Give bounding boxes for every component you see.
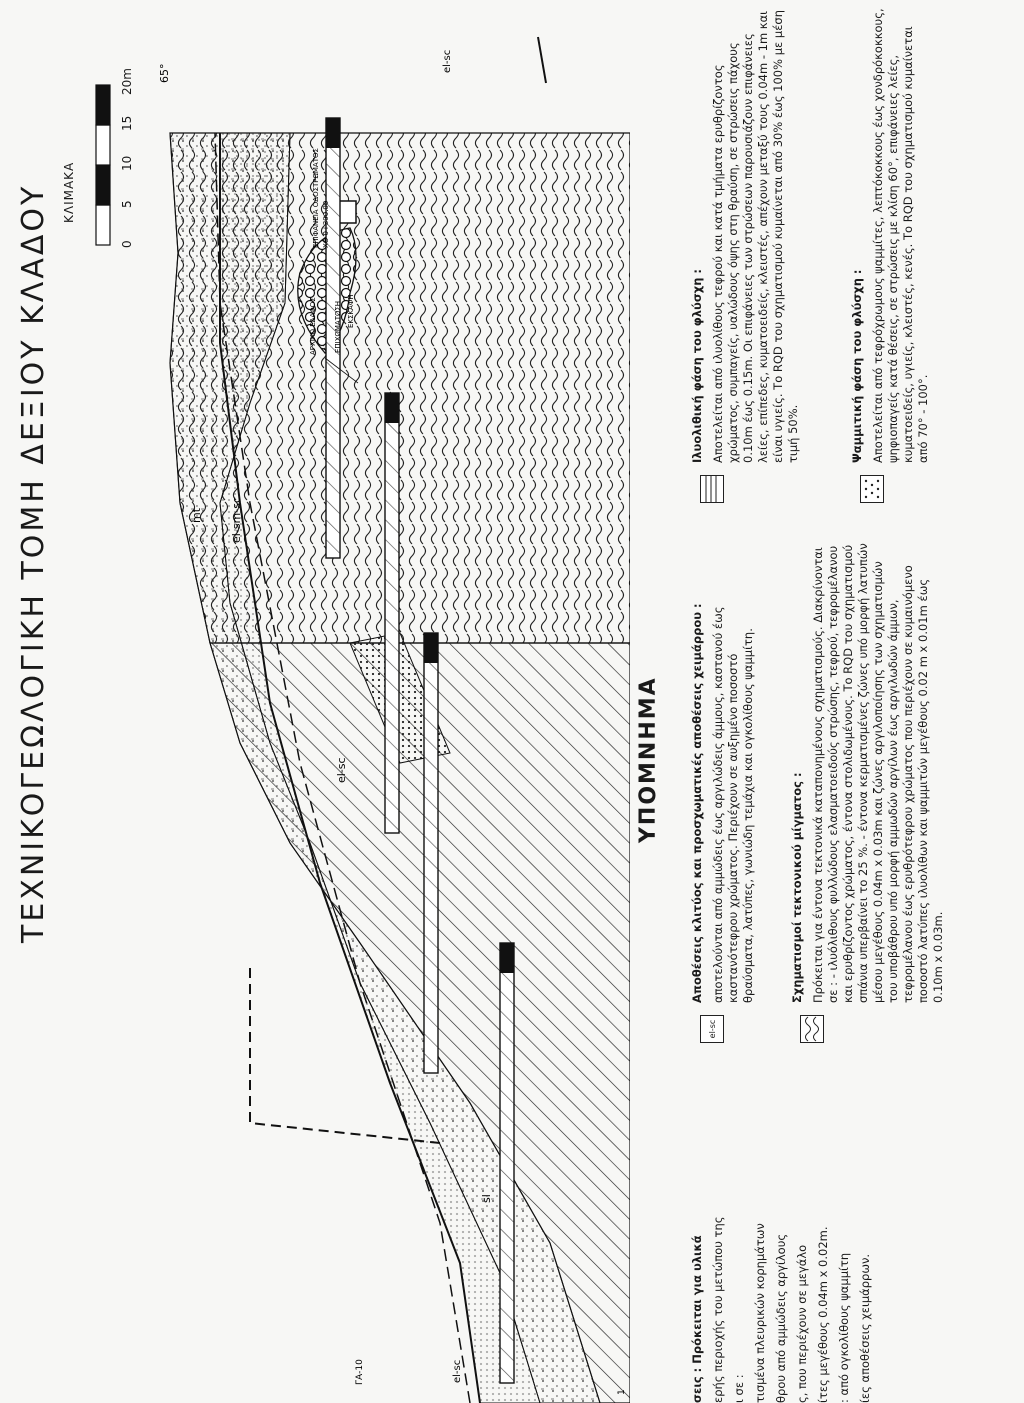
line-label: 1 [617, 1389, 627, 1395]
cross-section-drawing [100, 0, 630, 1403]
annotation-embankment: ΕΠΙΧΩΜΑΤΩΣΗ [334, 300, 342, 353]
legend-symbol-ss-pattern [861, 476, 883, 502]
legend-heading: ΥΠΟΜΝΗΜΑ [636, 676, 661, 843]
angle-label: 65° [158, 63, 171, 83]
borehole-4 [500, 943, 514, 1383]
scale-tick-20m: 20m [120, 68, 134, 95]
sheet-title: ΤΕΧΝΙΚΟΓΕΩΛΟΓΙΚΗ ΤΟΜΗ ΔΕΞΙΟΥ ΚΛΑΔΟΥ [16, 183, 51, 943]
unit-label-mt: mt [190, 507, 203, 523]
borehole-2 [385, 393, 399, 833]
legend-partial-column [690, 1153, 879, 1403]
scale-caption: ΚΛΙΜΑΚΑ [62, 161, 76, 223]
unit-label-sl: sl [480, 1194, 493, 1203]
annotation-road-edge: ΕΠΙΦΑΝΕΙΑ ΟΔΟΣΤΡΩΜΑΤΟΣ [312, 148, 320, 248]
partial-line-1: σεις : Πρόκειται για υλικά [690, 1235, 704, 1403]
legend-entry-mt [790, 543, 952, 1003]
unit-label-el-sm-sc: el-sm-sc [230, 497, 243, 543]
scale-tick-0: 0 [120, 240, 134, 248]
partial-line-9: ίες αποθέσεις χειμάρρων. [858, 1253, 872, 1403]
legend-symbol-ss [860, 475, 884, 503]
legend-symbol-el-sc: el-sc [700, 1015, 724, 1043]
legend-entry-mt-heading: Σχηματισμοί τεκτονικού μίγματος : [790, 772, 804, 1003]
legend-symbol-sl [700, 475, 724, 503]
annotation-chainage: ΧΘ 0+300.00 [322, 200, 330, 248]
legend-entry-sl-heading: Ιλυολιθική φάση του φλύσχη : [690, 269, 704, 463]
legend-entry-el-sc [690, 583, 762, 1003]
scale-tick-10: 10 [120, 155, 134, 171]
legend-entry-ss-text: Αποτελείται από τεφρόχρωμους ψαμμίτες, λεπτόκοκκους έως χονδρόκοκκους, ψηφιοπαγείς κατά θέσεις, σε στρώσεις με κλίση 60°, επιφάνειες λείες, κυματοειδείς, υγιείς, κλειστές, κενές. Το RQD του σχηματισμού κυμαίνεται από 70° - 100°. [871, 8, 930, 463]
borehole-3 [424, 633, 438, 1073]
partial-line-2: ερής περιοχής του μετώπου της [711, 1216, 725, 1403]
legend-symbol-mt [800, 1015, 824, 1043]
dip-arrow [538, 37, 546, 83]
legend-entry-el-sc-text: αποτελούνται από αμμώδεις έως αργιλώδεις άμμους, καστανού έως καστανότεφρου χρώματος. Περιέχουν σε αυξημένο ποσοστό θραύσματα, λατύπες, γωνιώδη τεμάχια και ογκολίθους ψαμμίτη. [711, 606, 755, 1003]
legend-symbol-mt-pattern [801, 1016, 823, 1042]
unit-label-el-sc-top: el-sc [442, 49, 453, 73]
partial-line-7: ίτες μεγέθους 0.04m x 0.02m. [816, 1226, 830, 1403]
partial-line-8: : από ογκολίθους ψαμμίτη [837, 1252, 851, 1403]
legend-entry-mt-text: Πρόκειται για έντονα τεκτονικά καταπονημένους σχηματισμούς. Διακρίνονται σε : - ιλυόλιθους φυλλώδους ελασματοειδούς στρώσης, τεφρού, τεφρομέλανου και ερυθρίζοντος χρώματος, έντονα στολιδωμένους. Το RQD του σχηματισμού σπάνια υπερβαίνει το 25 %. - έντονα κερματισμένες ζώνες υπό μορφή λατυπών μέσου μεγέθους 0.04m x 0.03m και ζώνες αργιλοποίησης των σχηματισμών του υποβάθρου υπό μορφή αμμωδών αργίλων έως αργιλωδών άμμων, τεφρομέλανου έως ερυθρότεφρου χρώματος που περιέχουν σε κυμαινόμενο ποσοστό λατύπες ιλυολίθων και ψαμμιτών μεγέθους 0.02 m x 0.01m έως 0.10m x 0.03m. [811, 543, 945, 1003]
scale-tick-15: 15 [120, 115, 134, 131]
partial-line-6: ς, που περιέχουν σε μεγάλο [795, 1244, 809, 1403]
partial-line-5: θρου από αμμώδεις αργίλους [774, 1233, 788, 1403]
legend-entry-el-sc-heading: Αποθέσεις κλιτύος και προσχωματικές αποθέσεις χειμάρρου : [690, 603, 704, 1003]
unit-label-el-sc-mid: el-sc [335, 757, 348, 783]
annotation-excavation: ΕΚΣΚΑΦΗ [347, 294, 355, 328]
scale-tick-5: 5 [120, 200, 134, 208]
legend-entry-ss-heading: Ψαμμιτική φάση του φλύσχη : [850, 269, 864, 463]
legend-entry-ss [850, 3, 937, 463]
legend-entry-sl-text: Αποτελείται από ιλυολίθους τεφρού και κατά τμήματα ερυθρίζοντος χρώματος, συμπαγείς, υαλώδους όψης στη θραύση, σε στρώσεις πάχους 0.10m έως 0.15m. Οι επιφάνειες των στρώσεων παρουσιάζουν επιφάνειες λείες, επίπεδες, κυματοειδείς, κλειστές, απέχουν μεταξύ τους 0.04m - 1m και είναι υγιείς. Το RQD του σχηματισμού κυμαίνεται από 30% έως 100% με μέση τιμή 50%. [711, 9, 800, 463]
legend-entry-sl [690, 3, 807, 463]
partial-line-3: ι σε : [732, 1374, 746, 1403]
partial-line-4: τισμένα πλευρικών κορημάτων [753, 1223, 767, 1403]
legend-symbol-sl-pattern [701, 476, 723, 502]
borehole-label: ΓΑ-10 [355, 1359, 365, 1385]
unit-label-el-sc-right: el-sc [452, 1359, 463, 1383]
annotation-original-ground: ΑΡΧΙΚΟ ΕΔΑΦΟΣ [309, 297, 317, 355]
